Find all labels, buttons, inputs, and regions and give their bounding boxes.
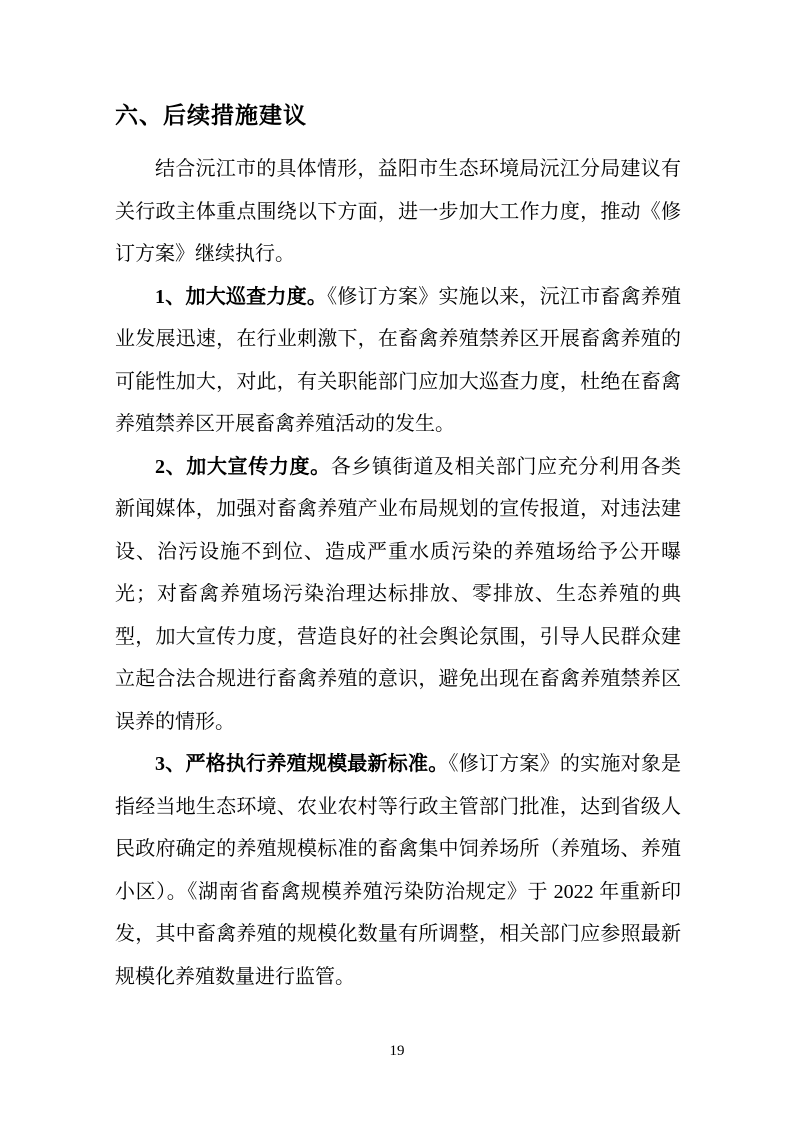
- paragraph-text: 结合沅江市的具体情形，益阳市生态环境局沅江分局建议有关行政主体重点围绕以下方面，进一步加大工作力度，推动《修订方案》继续执行。: [115, 158, 681, 265]
- paragraph-lead: 2、加大宣传力度。: [155, 455, 331, 478]
- body-paragraphs: [115, 148, 681, 998]
- paragraph-text: 《修订方案》实施以来，沅江市畜禽养殖业发展迅速，在行业刺激下，在畜禽养殖禁养区开展畜禽养殖的可能性加大，对此，有关职能部门应加大巡查力度，杜绝在畜禽养殖禁养区开展畜禽养殖活动的发生。: [115, 285, 682, 435]
- page-number: 19: [389, 1043, 405, 1059]
- paragraph-lead: 3、严格执行养殖规模最新标准。: [155, 753, 449, 775]
- paragraph: [115, 743, 681, 998]
- paragraph: [115, 276, 681, 446]
- section-heading: 六、后续措施建议: [115, 102, 307, 128]
- paragraph-text: 各乡镇街道及相关部门应充分利用各类新闻媒体，加强对畜禽养殖产业布局规划的宣传报道，对违法建设、治污设施不到位、造成严重水质污染的养殖场给予公开曝光；对畜禽养殖场污染治理达标排放、零排放、生态养殖的典型，加大宣传力度，营造良好的社会舆论氛围，引导人民群众建立起合法合规进行畜禽养殖的意识，避免出现在畜禽养殖禁养区误养的情形。: [115, 455, 682, 733]
- paragraph: [115, 446, 681, 744]
- paragraph-lead: 1、加大巡查力度。: [155, 285, 328, 308]
- paragraph: [115, 148, 681, 276]
- paragraph-text: 《修订方案》的实施对象是指经当地生态环境、农业农村等行政主管部门批准，达到省级人民政府确定的养殖规模标准的畜禽集中饲养场所（养殖场、养殖小区）。《湖南省畜禽规模养殖污染防治规定》于 2022 年重新印发，其中畜禽养殖的规模化数量有所调整，相关部门应参照最新规模化养殖数量进行监管。: [115, 753, 682, 988]
